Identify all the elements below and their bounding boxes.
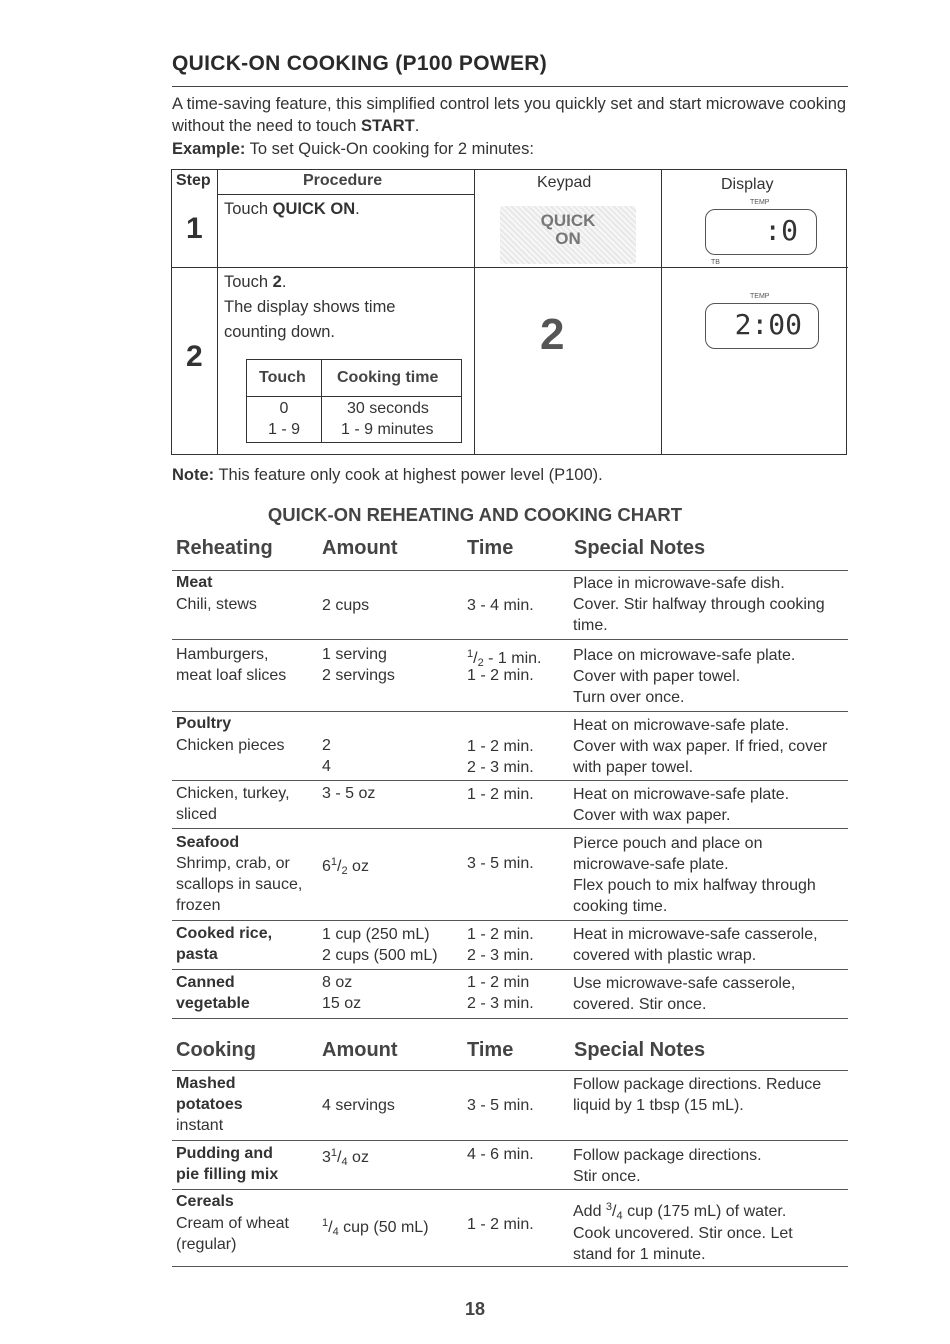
display-step-1 — [705, 199, 817, 266]
page-title: QUICK-ON COOKING (P100 POWER) — [172, 52, 548, 75]
item-time: 3 - 5 min. — [467, 1097, 534, 1114]
item-amount: 4 servings — [322, 1097, 395, 1114]
subtable-cell: 30 seconds — [347, 400, 429, 417]
amount-unit: oz — [347, 1149, 369, 1166]
row-separator — [172, 1189, 848, 1190]
item-amount: 8 oz 15 oz — [322, 974, 362, 1012]
header-procedure: Procedure — [303, 172, 383, 189]
column-header-time: Time — [467, 537, 514, 559]
table-divider — [217, 194, 474, 195]
item-amount: 2 4 — [322, 737, 331, 775]
item-notes: Place in microwave-safe dish. Cover. Stir halfway through cooking time. — [573, 575, 825, 634]
intro-end: . — [414, 117, 420, 135]
display-readout: 2:00 — [734, 308, 802, 341]
item-name: instant — [176, 1117, 224, 1134]
item-time: 4 - 6 min. — [467, 1146, 534, 1163]
step-2-key: 2 — [272, 273, 282, 291]
category-poultry: Poultry — [176, 715, 232, 732]
page-number: 18 — [464, 1299, 486, 1319]
subtable-divider — [321, 360, 322, 442]
column-header-notes: Special Notes — [574, 1039, 706, 1061]
step-1-key-name: QUICK ON — [272, 200, 356, 218]
item-time: 1 - 2 min. — [467, 1216, 534, 1233]
note-line — [172, 466, 603, 485]
key-label-line1: QUICK — [540, 211, 596, 230]
item-amount: 1 serving 2 servings — [322, 646, 395, 684]
fraction-denominator: 4 — [341, 1156, 348, 1168]
category-pudding: Pudding and pie filling mix — [176, 1145, 279, 1183]
quick-on-key — [500, 206, 636, 264]
column-header-amount: Amount — [322, 537, 398, 559]
touch-cooking-time-table — [246, 359, 462, 443]
header-step: Step — [176, 172, 211, 189]
row-separator — [172, 920, 848, 921]
item-notes: Use microwave-safe casserole, covered. Stir once. — [573, 975, 796, 1013]
step-2-procedure — [224, 270, 396, 345]
item-notes: Follow package directions. Reduce liquid by 1 tbsp (15 mL). — [573, 1076, 822, 1114]
table-divider — [661, 170, 662, 454]
display-tb-label: TB — [711, 259, 720, 266]
fraction-denominator: 4 — [616, 1210, 623, 1222]
item-notes: Cook uncovered. Stir once. Let stand for 1 minute. — [573, 1225, 793, 1263]
row-separator — [172, 570, 848, 571]
example-line — [172, 140, 534, 159]
amount-whole: 3 — [322, 1149, 331, 1166]
subtable-cell: 1 - 9 — [267, 421, 300, 438]
key-label-line2: ON — [555, 229, 581, 248]
column-header-amount: Amount — [322, 1039, 398, 1061]
intro-text: A time-saving feature, this simplified control lets you quickly set and start microwave cooking without the need to touch — [172, 95, 847, 135]
fraction-denominator: 2 — [477, 657, 484, 669]
chart-title: QUICK-ON REHEATING AND COOKING CHART — [267, 504, 683, 525]
fraction-numerator: 1 — [330, 1147, 338, 1159]
item-name: Hamburgers, meat loaf slices — [176, 646, 287, 684]
fraction-numerator: 1 — [467, 648, 474, 660]
subtable-cell: 0 — [279, 400, 289, 417]
item-time: 3 - 4 min. — [467, 597, 534, 614]
item-amount: 1 cup (250 mL) 2 cups (500 mL) — [322, 926, 438, 964]
column-header-time: Time — [467, 1039, 514, 1061]
item-notes: Place on microwave-safe plate. Cover with paper towel. Turn over once. — [573, 647, 796, 706]
fraction-numerator: 1 — [322, 1217, 329, 1229]
item-name: Chili, stews — [176, 596, 257, 613]
item-time: 1 - 2 min. — [467, 786, 534, 803]
title-rule — [172, 86, 848, 87]
row-separator — [172, 1070, 848, 1071]
fraction-denominator: 4 — [332, 1226, 339, 1238]
subtable-header-time: Cooking time — [337, 369, 439, 386]
note-text: This feature only cook at highest power level (P100). — [214, 466, 603, 484]
table-divider — [217, 170, 218, 454]
item-notes: Add $^3/_4$ cup (175 mL) of water. — [573, 1201, 787, 1222]
step-2-line3: counting down. — [224, 323, 335, 341]
notes-text: Add — [573, 1203, 606, 1220]
item-amount: $3^1/_4$ oz — [322, 1147, 369, 1168]
step-2-text-end: . — [281, 273, 287, 291]
time-text: - 1 min. — [483, 650, 542, 667]
fraction-numerator: 1 — [330, 856, 338, 868]
note-label: Note: — [172, 466, 215, 484]
item-notes: Heat in microwave-safe casserole, covered with plastic wrap. — [573, 926, 818, 964]
step-1-procedure — [224, 197, 360, 222]
category-canned-vegetable: Canned vegetable — [176, 974, 250, 1012]
item-amount: $6^1/_2$ oz — [322, 856, 369, 877]
column-header-notes: Special Notes — [574, 537, 706, 559]
example-text: To set Quick-On cooking for 2 minutes: — [245, 140, 534, 158]
item-time: 1 - 2 min. 2 - 3 min. — [467, 738, 534, 776]
subtable-header-touch: Touch — [259, 369, 306, 386]
row-separator — [172, 828, 848, 829]
display-temp-label: TEMP — [750, 293, 770, 300]
amount-unit: cup (50 mL) — [338, 1219, 429, 1236]
notes-text: cup (175 mL) of water. — [622, 1203, 787, 1220]
example-label: Example: — [172, 140, 246, 158]
item-name: Cream of wheat (regular) — [176, 1215, 289, 1253]
item-notes: Heat on microwave-safe plate. Cover with wax paper. — [573, 786, 790, 824]
column-header-reheating: Reheating — [176, 537, 273, 559]
item-name: Shrimp, crab, or scallops in sauce, frozen — [176, 855, 303, 914]
item-name: Chicken pieces — [176, 737, 285, 754]
header-keypad: Keypad — [537, 174, 592, 191]
item-time: 1 - 2 min 2 - 3 min. — [467, 974, 534, 1012]
step-2-number: 2 — [186, 340, 203, 373]
item-amount: $^1/_4$ cup (50 mL) — [322, 1217, 429, 1238]
intro-paragraph — [172, 93, 852, 137]
row-separator — [172, 639, 848, 640]
row-separator — [172, 969, 848, 970]
column-header-cooking: Cooking — [176, 1039, 256, 1061]
item-amount: 3 - 5 oz — [322, 785, 376, 802]
item-amount: 2 cups — [322, 597, 370, 614]
header-display: Display — [721, 176, 774, 193]
step-2-text: Touch — [224, 273, 273, 291]
item-time: $^1/_2 - 1$ min. — [467, 648, 542, 669]
display-temp-label: TEMP — [750, 199, 770, 206]
fraction-numerator: 3 — [605, 1201, 613, 1213]
row-separator — [172, 1018, 848, 1019]
step-1-text: Touch — [224, 200, 273, 218]
step-2-line2: The display shows time — [224, 298, 396, 316]
display-step-2 — [705, 293, 819, 349]
subtable-divider — [247, 396, 461, 397]
category-cooked-rice: Cooked rice, pasta — [176, 925, 273, 963]
item-time: 3 - 5 min. — [467, 855, 534, 872]
step-1-number: 1 — [186, 212, 203, 245]
item-time: 1 - 2 min. 2 - 3 min. — [467, 926, 534, 964]
row-separator — [172, 1266, 848, 1267]
intro-start-word: START — [360, 117, 415, 135]
amount-whole: 6 — [322, 858, 331, 875]
subtable-cell: 1 - 9 minutes — [341, 421, 434, 438]
row-separator — [172, 780, 848, 781]
table-divider — [172, 267, 848, 268]
category-mashed-potatoes: Mashed potatoes — [176, 1075, 243, 1113]
item-notes: Heat on microwave-safe plate. Cover with wax paper. If fried, cover with paper towel. — [573, 717, 828, 776]
amount-unit: oz — [347, 858, 369, 875]
row-separator — [172, 1140, 848, 1141]
category-seafood: Seafood — [176, 834, 240, 851]
row-separator — [172, 711, 848, 712]
number-2-key: 2 — [540, 310, 565, 359]
step-1-text-end: . — [355, 200, 360, 218]
item-time: 1 - 2 min. — [467, 667, 534, 684]
item-notes: Follow package directions. Stir once. — [573, 1147, 762, 1185]
item-name: Chicken, turkey, sliced — [176, 785, 290, 823]
category-meat: Meat — [176, 574, 213, 591]
fraction-denominator: 2 — [341, 865, 348, 877]
category-cereals: Cereals — [176, 1193, 234, 1210]
table-divider — [474, 170, 475, 454]
steps-table — [171, 169, 847, 455]
item-notes: Pierce pouch and place on microwave-safe plate. Flex pouch to mix halfway through cooking time. — [573, 835, 816, 915]
display-readout: :0 — [764, 214, 798, 247]
